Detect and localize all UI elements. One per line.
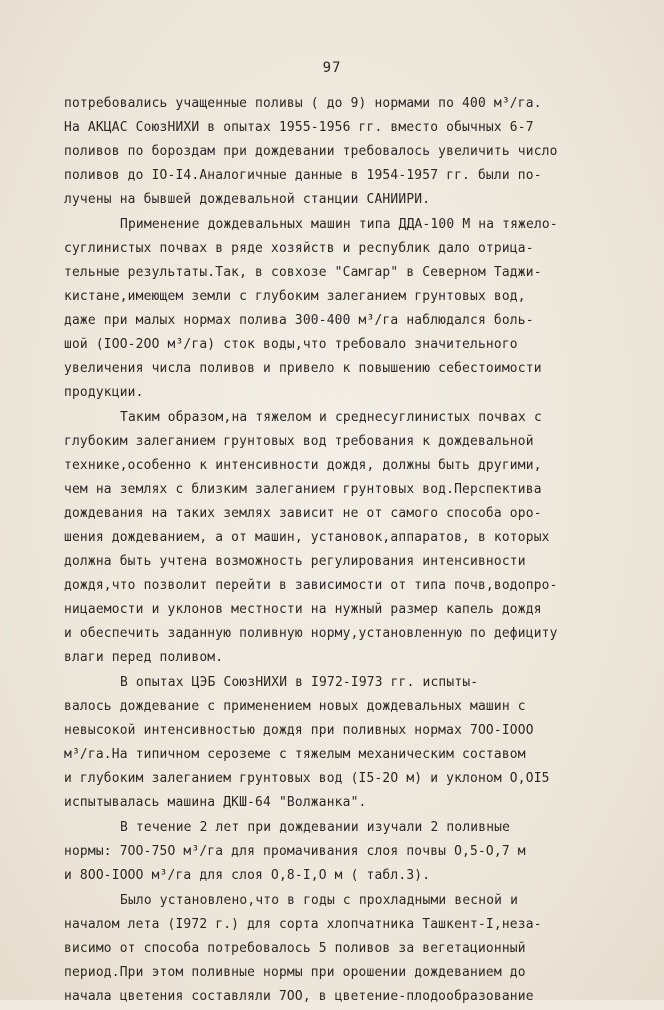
page-number: 97: [322, 60, 342, 76]
text-line: м³/га.На типичном сероземе с тяжелым механическим составом: [64, 747, 526, 762]
text-line: продукции.: [64, 385, 144, 400]
text-line: Таким образом,на тяжелом и среднесуглинистых почвах с: [120, 410, 542, 425]
paragraph: [64, 406, 604, 670]
body-text: [64, 92, 604, 1010]
text-line: Было установлено,что в годы с прохладными весной и: [120, 893, 519, 908]
text-line: шой (IОО-2ОО м³/га) сток воды,что требовало значительного: [64, 337, 518, 352]
text-line: дождя,что позволит перейти в зависимости от типа почв,водопро-: [64, 578, 558, 593]
text-line: потребовались учащенные поливы ( до 9) нормами по 400 м³/га.: [64, 96, 542, 111]
text-line: период.При этом поливные нормы при орошении дождеванием до: [64, 965, 526, 980]
text-line: висимо от способа потребовалось 5 поливов за вегетационный: [64, 941, 526, 956]
paragraph: [64, 92, 604, 212]
text-line: невысокой интенсивностью дождя при поливных нормах 7ОО-IООО: [64, 723, 534, 738]
text-line: и глубоким залеганием грунтовых вод (I5-2О м) и уклоном О,ОI5: [64, 771, 550, 786]
text-line: В течение 2 лет при дождевании изучали 2 поливные: [120, 820, 511, 835]
text-line: поливов до IО-I4.Аналогичные данные в 1954-1957 гг. были по-: [64, 168, 542, 183]
paragraph: [64, 889, 604, 1009]
text-line: началом лета (I972 г.) для сорта хлопчатника Ташкент-I,неза-: [64, 917, 542, 932]
text-line: кистане,имеющем земли с глубоким залеганием грунтовых вод,: [64, 289, 526, 304]
text-line: В опытах ЦЭБ СоюзНИХИ в I972-I973 гг. испыты-: [120, 675, 479, 690]
text-line: даже при малых нормах полива 300-400 м³/га наблюдался боль-: [64, 313, 534, 328]
text-line: лучены на бывшей дождевальной станции САНИИРИ.: [64, 192, 431, 207]
paragraph: [64, 816, 604, 888]
text-line: чем на землях с близким залеганием грунтовых вод.Перспектива: [64, 482, 542, 497]
text-line: тельные результаты.Так, в совхозе "Самгар" в Северном Таджи-: [64, 265, 542, 280]
text-line: должна быть учтена возможность регулирования интенсивности: [64, 554, 526, 569]
paragraph: [64, 213, 604, 405]
text-line: и обеспечить заданную поливную норму,установленную по дефициту: [64, 626, 558, 641]
text-line: суглинистых почвах в ряде хозяйств и республик дало отрица-: [64, 241, 534, 256]
text-line: дождевания на таких землях зависит не от самого способа оро-: [64, 506, 542, 521]
text-line: валось дождевание с применением новых дождевальных машин с: [64, 699, 526, 714]
text-line: поливов по бороздам при дождевании требовалось увеличить число: [64, 144, 558, 159]
text-line: глубоким залеганием грунтовых вод требования к дождевальной: [64, 434, 534, 449]
text-line: технике,особенно к интенсивности дождя, должны быть другими,: [64, 458, 542, 473]
text-line: и 8ОО-IООО м³/га для слоя О,8-I,О м ( табл.3).: [64, 868, 431, 883]
text-line: ницаемости и уклонов местности на нужный размер капель дождя: [64, 602, 542, 617]
text-line: увеличения числа поливов и привело к повышению себестоимости: [64, 361, 542, 376]
paragraph: [64, 671, 604, 815]
text-line: Применение дождевальных машин типа ДДА-100 М на тяжело-: [120, 217, 558, 232]
text-line: влаги перед поливом.: [64, 650, 224, 665]
text-line: испытывалась машина ДКШ-64 "Волжанка".: [64, 795, 367, 810]
text-line: шения дождеванием, а от машин, установок,аппаратов, в которых: [64, 530, 550, 545]
text-line: начала цветения составляли 7ОО, в цветение-плодообразование: [64, 989, 534, 1004]
text-line: нормы: 7ОО-75О м³/га для промачивания слоя почвы О,5-О,7 м: [64, 844, 526, 859]
text-line: На АКЦАС СоюзНИХИ в опытах 1955-1956 гг. вместо обычных 6-7: [64, 120, 534, 135]
